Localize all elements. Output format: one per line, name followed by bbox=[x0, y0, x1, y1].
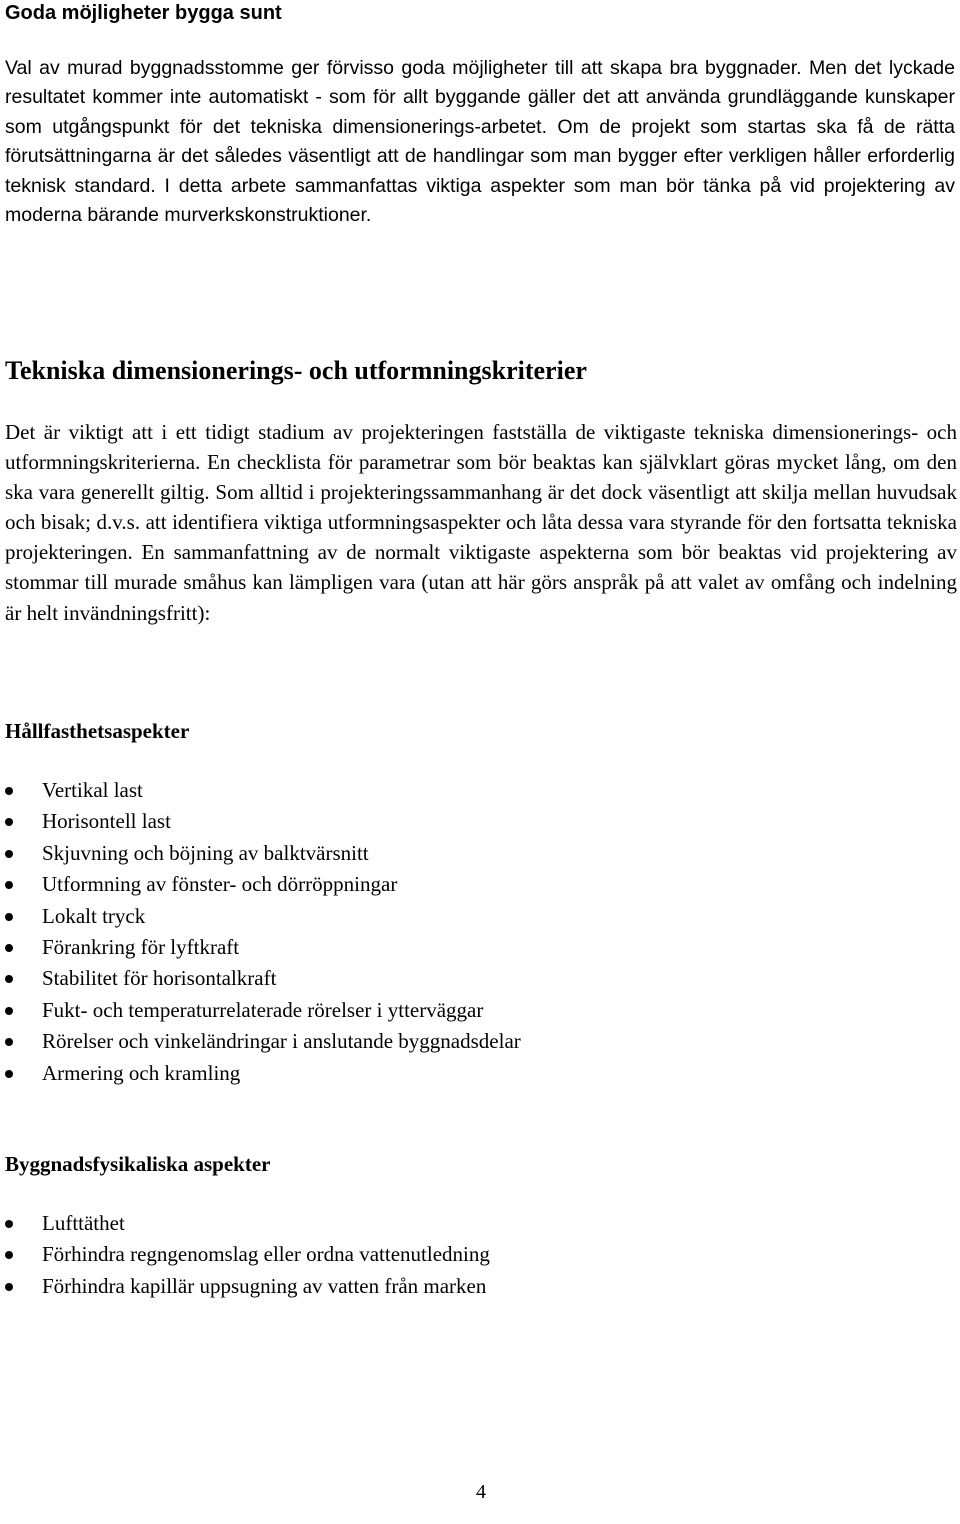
bullet-icon bbox=[5, 818, 13, 826]
list-item: Förhindra regngenomslag eller ordna vattenutledning bbox=[5, 1239, 490, 1270]
bullet-icon bbox=[5, 881, 13, 889]
page-number: 4 bbox=[476, 1481, 486, 1503]
intro-paragraph: Val av murad byggnadsstomme ger förvisso goda möjligheter till att skapa bra byggnader. Men det lyckade resultatet kommer inte automatiskt - som för allt byggande gäller det att använda grundläggande kunskaper som utgångspunkt för det tekniska dimensionerings-arbetet. Om de projekt som startas ska få de rätta förutsättningarna är det således väsentligt att de handlingar som man bygger efter verkligen håller erforderlig teknisk standard. I detta arbete sammanfattas viktiga aspekter som man bör tänka på vid projektering av moderna bärande murverkskonstruktioner. bbox=[5, 57, 955, 227]
list-item: Stabilitet för horisontalkraft bbox=[5, 963, 521, 994]
list-item: Förhindra kapillär uppsugning av vatten från marken bbox=[5, 1271, 490, 1302]
criteria-paragraph: Det är viktigt att i ett tidigt stadium av projekteringen fastställa de viktigaste tekniska dimensionerings- och utformningskriterierna. En checklista för parametrar som bör beaktas kan självklart göras mycket lång, om den ska vara generellt giltig. Som alltid i projekteringssammanhang är det dock väsentligt att skilja mellan huvudsak och bisak; d.v.s. att identifiera viktiga utformningsaspekter och låta dessa vara styrande för den fortsatta tekniska projekteringen. En sammanfattning av de normalt viktigaste aspekterna som bör beaktas vid projektering av stommar till murade småhus kan lämpligen vara (utan att här görs anspråk på att valet av omfång och indelning är helt invändningsfritt): bbox=[5, 420, 957, 625]
bullet-icon bbox=[5, 1220, 13, 1228]
bullet-icon bbox=[5, 944, 13, 952]
list-item: Förankring för lyftkraft bbox=[5, 932, 521, 963]
list-item: Utformning av fönster- och dörröppningar bbox=[5, 869, 521, 900]
list-item: Armering och kramling bbox=[5, 1058, 521, 1089]
bullet-icon bbox=[5, 1283, 13, 1291]
strength-aspects-list bbox=[5, 775, 521, 1089]
list-item: Skjuvning och böjning av balktvärsnitt bbox=[5, 838, 521, 869]
section-heading-tekniska-kriterier: Tekniska dimensionerings- och utformningskriterier bbox=[5, 356, 587, 385]
list-item: Lufttäthet bbox=[5, 1208, 490, 1239]
list-item: Rörelser och vinkeländringar i anslutande byggnadsdelar bbox=[5, 1026, 521, 1057]
subheading-hallfasthetsaspekter: Hållfasthetsaspekter bbox=[5, 719, 190, 743]
list-item: Fukt- och temperaturrelaterade rörelser i ytterväggar bbox=[5, 995, 521, 1026]
bullet-icon bbox=[5, 1007, 13, 1015]
section-heading-goda-mojligheter: Goda möjligheter bygga sunt bbox=[5, 2, 282, 24]
bullet-icon bbox=[5, 1251, 13, 1259]
subheading-byggnadsfysikaliska-aspekter: Byggnadsfysikaliska aspekter bbox=[5, 1152, 271, 1176]
physics-aspects-list bbox=[5, 1208, 490, 1302]
bullet-icon bbox=[5, 787, 13, 795]
list-item: Vertikal last bbox=[5, 775, 521, 806]
bullet-icon bbox=[5, 1070, 13, 1078]
list-item: Lokalt tryck bbox=[5, 901, 521, 932]
list-item: Horisontell last bbox=[5, 806, 521, 837]
bullet-icon bbox=[5, 850, 13, 858]
bullet-icon bbox=[5, 1038, 13, 1046]
bullet-icon bbox=[5, 913, 13, 921]
bullet-icon bbox=[5, 975, 13, 983]
